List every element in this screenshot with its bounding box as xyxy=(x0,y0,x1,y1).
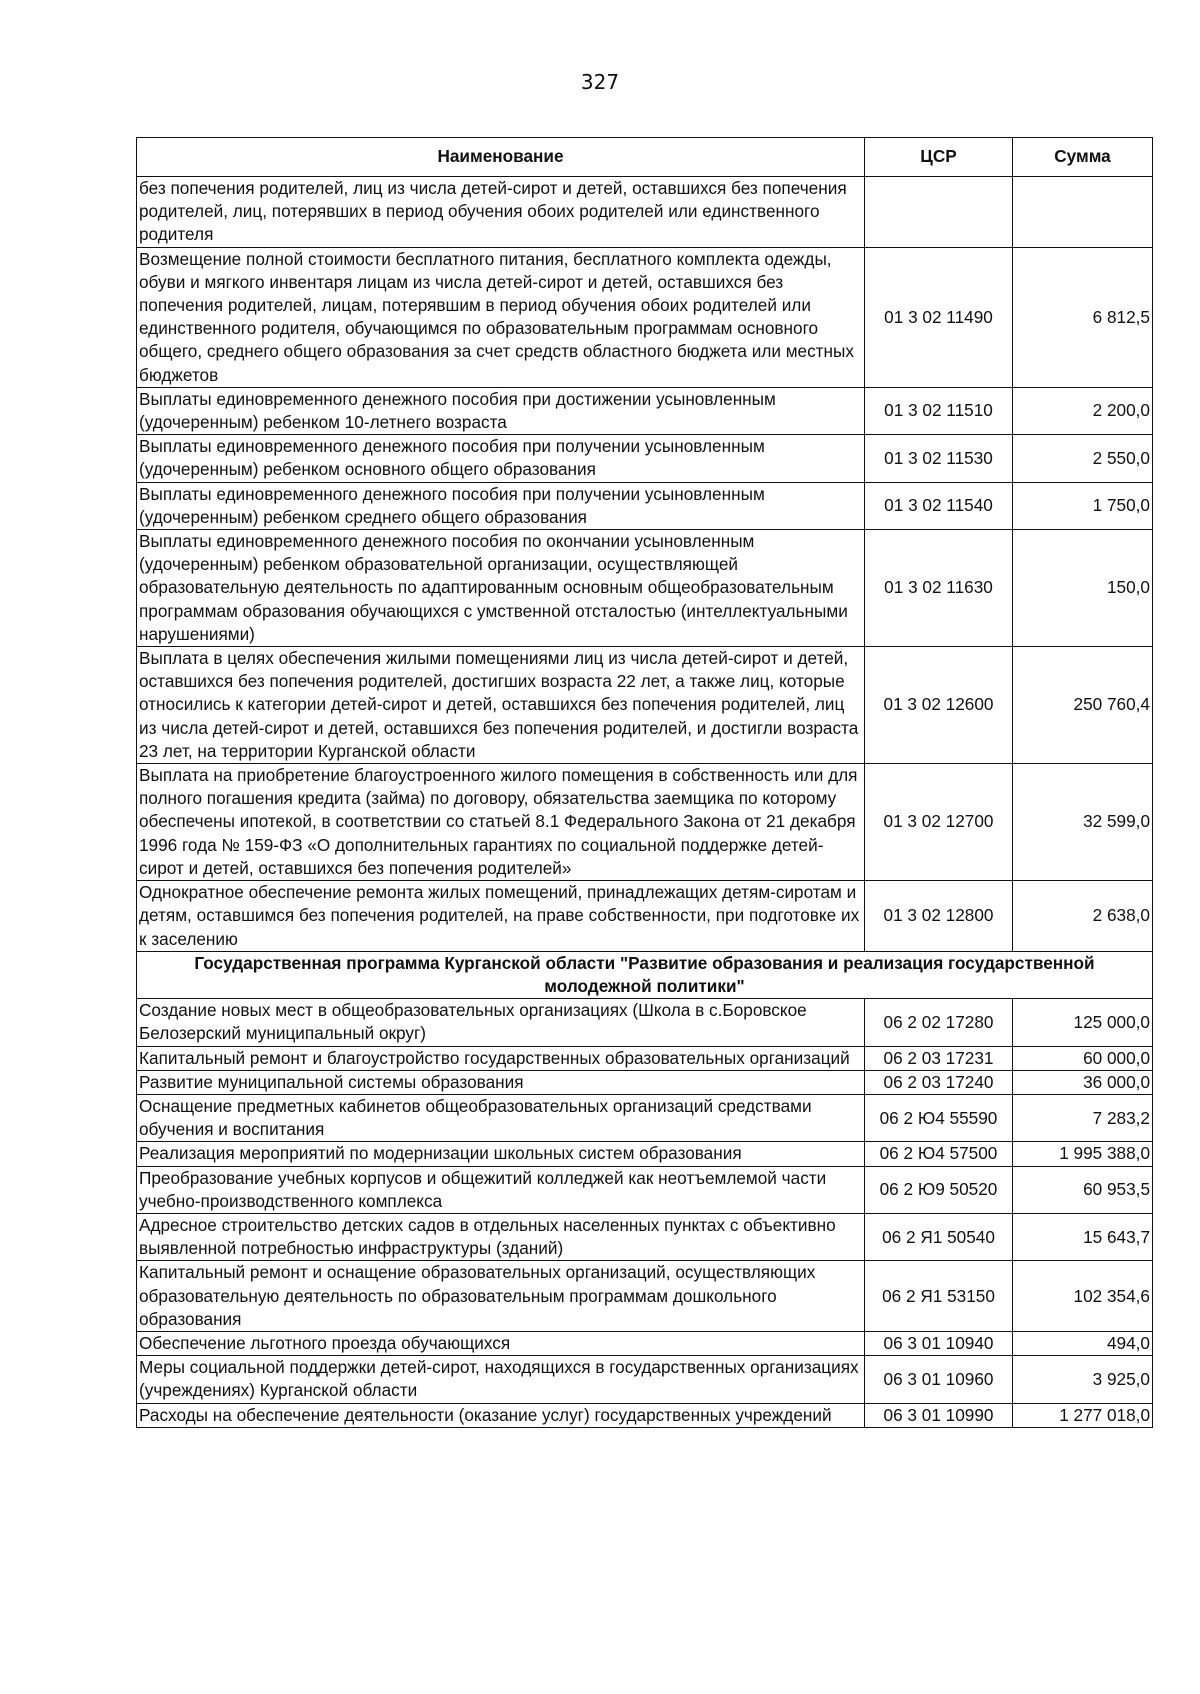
row-csr: 01 3 02 12800 xyxy=(865,881,1013,952)
table-row xyxy=(137,1403,1153,1427)
section-row xyxy=(137,951,1153,998)
table-row xyxy=(137,1166,1153,1213)
row-amount: 102 354,6 xyxy=(1013,1261,1153,1332)
row-name: Оснащение предметных кабинетов общеобразовательных организаций средствами обучения и воспитания xyxy=(137,1094,865,1141)
row-amount: 125 000,0 xyxy=(1013,999,1153,1046)
row-csr: 06 2 02 17280 xyxy=(865,999,1013,1046)
table-row xyxy=(137,435,1153,482)
row-name: Возмещение полной стоимости бесплатного питания, бесплатного комплекта одежды, обуви и мягкого инвентаря лицам из числа детей-сирот и детей, оставшихся без попечения родителей, лицам, потерявшим в период обучения обоих родителей или единственного родителя, обучающимся по образовательным программам основного общего, среднего общего образования за счет средств областного бюджета или местных бюджетов xyxy=(137,247,865,387)
row-csr: 01 3 02 12700 xyxy=(865,764,1013,881)
row-csr: 06 3 01 10960 xyxy=(865,1356,1013,1403)
table-row xyxy=(137,1356,1153,1403)
page-number: 327 xyxy=(580,70,620,94)
row-amount: 2 200,0 xyxy=(1013,387,1153,434)
header-name: Наименование xyxy=(137,138,865,177)
row-amount: 6 812,5 xyxy=(1013,247,1153,387)
table-row xyxy=(137,881,1153,952)
row-name: Выплата на приобретение благоустроенного жилого помещения в собственность или для полного погашения кредита (займа) по договору, обязательства заемщика по которому обеспечены ипотекой, в соответствии со статьей 8.1 Федерального Закона от 21 декабря 1996 года № 159-ФЗ «О дополнительных гарантиях по социальной поддержке детей-сирот и детей, оставшихся без попечения родителей» xyxy=(137,764,865,881)
row-csr: 06 2 Я1 50540 xyxy=(865,1213,1013,1260)
row-csr: 06 2 Ю4 57500 xyxy=(865,1142,1013,1166)
table-row xyxy=(137,247,1153,387)
table-body xyxy=(137,177,1153,1428)
table-row xyxy=(137,387,1153,434)
row-name: Капитальный ремонт и оснащение образовательных организаций, осуществляющих образовательную деятельность по образовательным программам дошкольного образования xyxy=(137,1261,865,1332)
row-amount: 1 277 018,0 xyxy=(1013,1403,1153,1427)
row-name: Выплата в целях обеспечения жилыми помещениями лиц из числа детей-сирот и детей, оставшихся без попечения родителей, достигших возраста 22 лет, а также лиц, которые относились к категории детей-сирот и детей, оставшихся без попечения родителей, лиц из числа детей-сирот и детей, оставшихся без попечения родителей, и достигли возраста 23 лет, на территории Курганской области xyxy=(137,647,865,764)
row-amount: 1 750,0 xyxy=(1013,482,1153,529)
row-amount: 60 953,5 xyxy=(1013,1166,1153,1213)
row-csr xyxy=(865,177,1013,248)
section-title: Государственная программа Курганской области "Развитие образования и реализация государственной молодежной политики" xyxy=(137,951,1153,998)
row-name: Преобразование учебных корпусов и общежитий колледжей как неотъемлемой части учебно-производственного комплекса xyxy=(137,1166,865,1213)
header-amount: Сумма xyxy=(1013,138,1153,177)
row-csr: 01 3 02 11540 xyxy=(865,482,1013,529)
row-csr: 06 3 01 10940 xyxy=(865,1331,1013,1355)
header-csr: ЦСР xyxy=(865,138,1013,177)
row-name: Реализация мероприятий по модернизации школьных систем образования xyxy=(137,1142,865,1166)
row-amount: 3 925,0 xyxy=(1013,1356,1153,1403)
row-name: Выплаты единовременного денежного пособия при получении усыновленным (удочеренным) ребенком основного общего образования xyxy=(137,435,865,482)
table-row xyxy=(137,1331,1153,1355)
row-csr: 06 2 Ю4 55590 xyxy=(865,1094,1013,1141)
row-name: Выплаты единовременного денежного пособия по окончании усыновленным (удочеренным) ребенком образовательной организации, осуществляющей образовательную деятельность по адаптированным основным общеобразовательным программам образования обучающихся с умственной отсталостью (интеллектуальными нарушениями) xyxy=(137,530,865,647)
row-name: Выплаты единовременного денежного пособия при достижении усыновленным (удочеренным) ребенком 10-летнего возраста xyxy=(137,387,865,434)
row-csr: 01 3 02 11530 xyxy=(865,435,1013,482)
row-name: Капитальный ремонт и благоустройство государственных образовательных организаций xyxy=(137,1046,865,1070)
header-row xyxy=(137,138,1153,177)
row-csr: 06 2 03 17231 xyxy=(865,1046,1013,1070)
row-amount: 32 599,0 xyxy=(1013,764,1153,881)
table-row xyxy=(137,764,1153,881)
table-row xyxy=(137,1046,1153,1070)
row-name: Создание новых мест в общеобразовательных организациях (Школа в с.Боровское Белозерский муниципальный округ) xyxy=(137,999,865,1046)
table-row xyxy=(137,530,1153,647)
row-amount: 1 995 388,0 xyxy=(1013,1142,1153,1166)
row-name: Расходы на обеспечение деятельности (оказание услуг) государственных учреждений xyxy=(137,1403,865,1427)
row-name: без попечения родителей, лиц из числа детей-сирот и детей, оставшихся без попечения родителей, лиц, потерявших в период обучения обоих родителей или единственного родителя xyxy=(137,177,865,248)
row-name: Однократное обеспечение ремонта жилых помещений, принадлежащих детям-сиротам и детям, оставшимся без попечения родителей, на праве собственности, при подготовке их к заселению xyxy=(137,881,865,952)
row-amount: 250 760,4 xyxy=(1013,647,1153,764)
row-amount: 2 638,0 xyxy=(1013,881,1153,952)
row-csr: 06 2 03 17240 xyxy=(865,1070,1013,1094)
row-csr: 01 3 02 12600 xyxy=(865,647,1013,764)
row-amount: 150,0 xyxy=(1013,530,1153,647)
table-row xyxy=(137,177,1153,248)
row-name: Обеспечение льготного проезда обучающихся xyxy=(137,1331,865,1355)
row-csr: 01 3 02 11490 xyxy=(865,247,1013,387)
table-row xyxy=(137,1142,1153,1166)
row-csr: 01 3 02 11630 xyxy=(865,530,1013,647)
table-header xyxy=(137,138,1153,177)
row-amount: 7 283,2 xyxy=(1013,1094,1153,1141)
table-row xyxy=(137,1094,1153,1141)
row-amount: 494,0 xyxy=(1013,1331,1153,1355)
table-row xyxy=(137,647,1153,764)
table-row xyxy=(137,1213,1153,1260)
row-csr: 06 2 Я1 53150 xyxy=(865,1261,1013,1332)
row-amount: 2 550,0 xyxy=(1013,435,1153,482)
table-row xyxy=(137,482,1153,529)
row-name: Развитие муниципальной системы образования xyxy=(137,1070,865,1094)
row-name: Адресное строительство детских садов в отдельных населенных пунктах с объективно выявленной потребностью инфраструктуры (зданий) xyxy=(137,1213,865,1260)
budget-table xyxy=(136,137,1153,1428)
table-row xyxy=(137,999,1153,1046)
row-csr: 01 3 02 11510 xyxy=(865,387,1013,434)
row-csr: 06 2 Ю9 50520 xyxy=(865,1166,1013,1213)
row-name: Выплаты единовременного денежного пособия при получении усыновленным (удочеренным) ребенком среднего общего образования xyxy=(137,482,865,529)
row-amount: 60 000,0 xyxy=(1013,1046,1153,1070)
row-amount xyxy=(1013,177,1153,248)
row-amount: 15 643,7 xyxy=(1013,1213,1153,1260)
table-row xyxy=(137,1261,1153,1332)
row-name: Меры социальной поддержки детей-сирот, находящихся в государственных организациях (учреждениях) Курганской области xyxy=(137,1356,865,1403)
row-csr: 06 3 01 10990 xyxy=(865,1403,1013,1427)
row-amount: 36 000,0 xyxy=(1013,1070,1153,1094)
table-row xyxy=(137,1070,1153,1094)
